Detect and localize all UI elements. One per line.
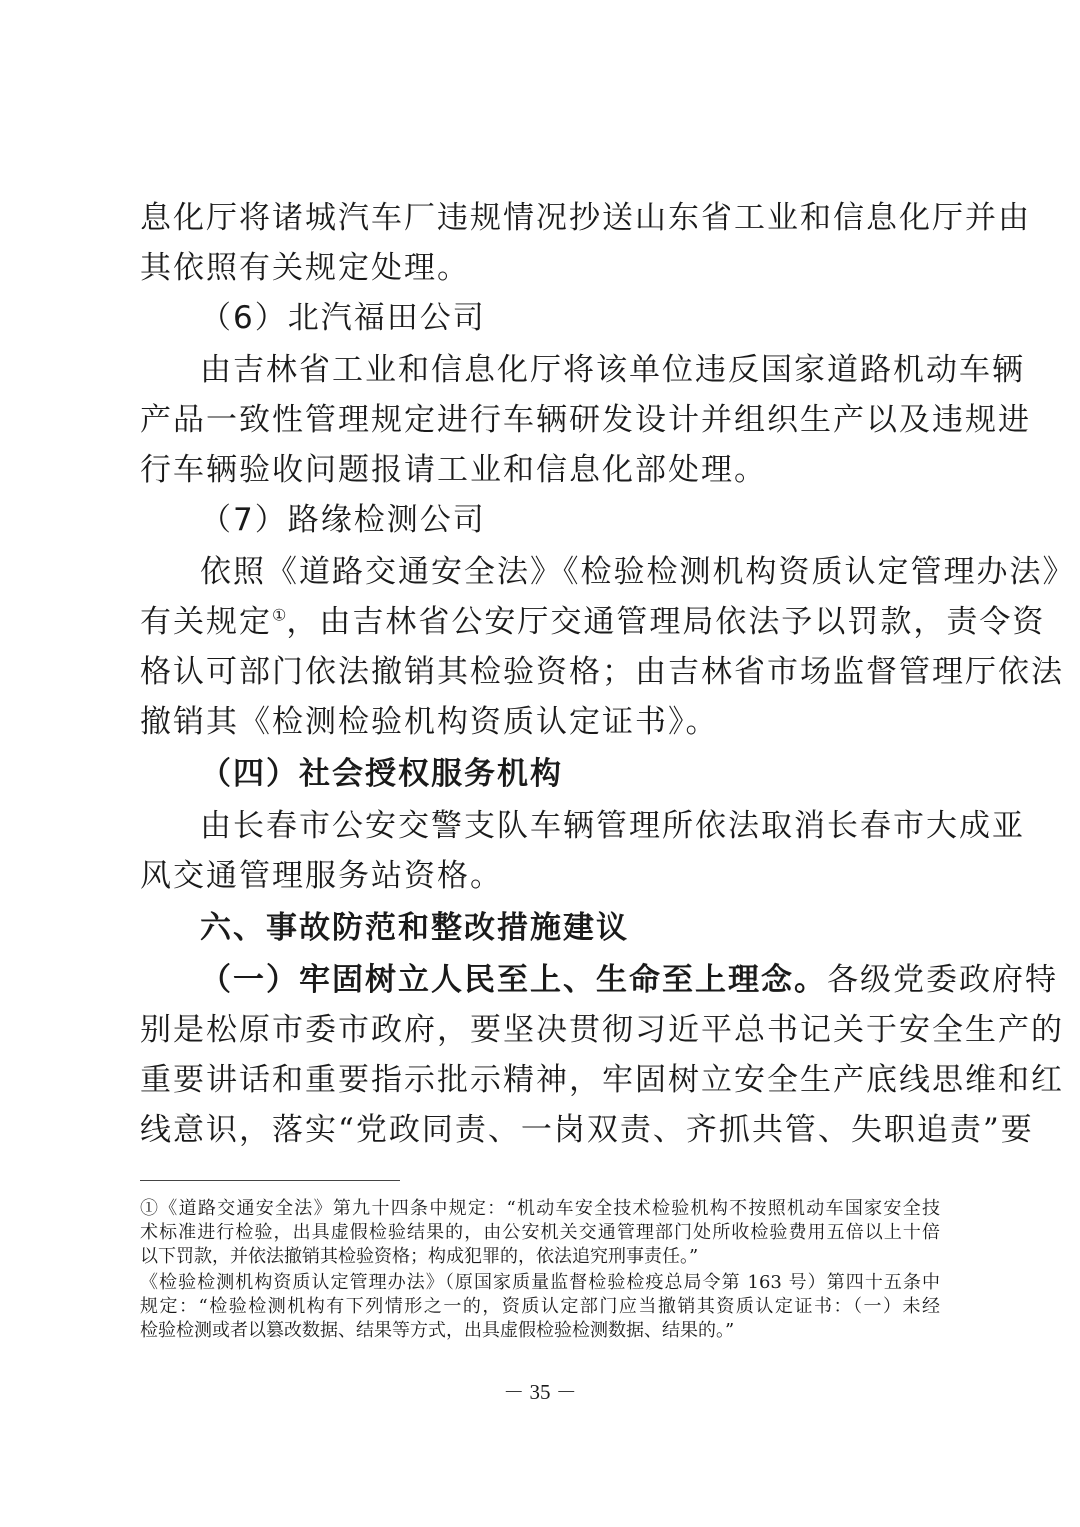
body-line: 其依照有关规定处理。 <box>140 250 470 286</box>
body-line-with-bold-lead <box>200 960 1058 1000</box>
subheading-beiqi-futian: （6）北汽福田公司 <box>200 300 486 336</box>
footnote-line: 检验检测或者以篡改数据、结果等方式，出具虚假检验检测数据、结果的。” <box>140 1320 735 1341</box>
body-line: 重要讲话和重要指示批示精神，牢固树立安全生产底线思维和红 <box>140 1062 1064 1098</box>
bold-lead-text: （一）牢固树立人民至上、生命至上理念。 <box>200 962 827 998</box>
body-line: 由长春市公安交警支队车辆管理所依法取消长春市大成亚 <box>200 808 1025 844</box>
footnote-separator <box>140 1180 400 1181</box>
body-line: 撤销其《检测检验机构资质认定证书》。 <box>140 704 719 740</box>
subheading-luyuan-testing: （7）路缘检测公司 <box>200 502 486 538</box>
footnote-line: 《检验检测机构资质认定管理办法》（原国家质量监督检验检疫总局令第 163 号）第四十五条中 <box>140 1272 940 1293</box>
body-text: 各级党委政府特 <box>827 962 1058 998</box>
section-heading-authorized-agencies: （四）社会授权服务机构 <box>200 756 563 792</box>
body-line: 由吉林省工业和信息化厅将该单位违反国家道路机动车辆 <box>200 352 1025 388</box>
body-line: 风交通管理服务站资格。 <box>140 858 503 894</box>
page-number: － 35 － <box>503 1380 577 1404</box>
body-line: 息化厅将诸城汽车厂违规情况抄送山东省工业和信息化厅并由 <box>140 200 1031 236</box>
body-line: 行车辆验收问题报请工业和信息化部处理。 <box>140 452 767 488</box>
body-line-with-footnote-ref <box>140 602 1046 642</box>
footnote-line: 以下罚款，并依法撤销其检验资格；构成犯罪的，依法追究刑事责任。” <box>140 1246 699 1267</box>
chapter-heading-prevention-measures: 六、事故防范和整改措施建议 <box>200 910 629 946</box>
body-line: 别是松原市委市政府，要坚决贯彻习近平总书记关于安全生产的 <box>140 1012 1064 1048</box>
body-line: 产品一致性管理规定进行车辆研发设计并组织生产以及违规进 <box>140 402 1031 438</box>
footnote-line: 规定：“检验检测机构有下列情形之一的，资质认定部门应当撤销其资质认定证书：（一）未经 <box>140 1296 940 1317</box>
body-text: ，由吉林省公安厅交通管理局依法予以罚款，责令资 <box>286 604 1046 640</box>
body-line: 格认可部门依法撤销其检验资格；由吉林省市场监督管理厅依法 <box>140 654 1064 690</box>
body-line: 依照《道路交通安全法》《检验检测机构资质认定管理办法》 <box>200 554 1076 590</box>
body-line: 线意识，落实“党政同责、一岗双责、齐抓共管、失职追责”要 <box>140 1112 1034 1148</box>
footnote-line: 术标准进行检验，出具虚假检验结果的，由公安机关交通管理部门处所收检验费用五倍以上十倍 <box>140 1222 940 1243</box>
body-text: 有关规定 <box>140 604 272 640</box>
footnote-line: ①《道路交通安全法》第九十四条中规定：“机动车安全技术检验机构不按照机动车国家安全技 <box>140 1198 940 1219</box>
footnote-reference: ① <box>272 605 287 625</box>
